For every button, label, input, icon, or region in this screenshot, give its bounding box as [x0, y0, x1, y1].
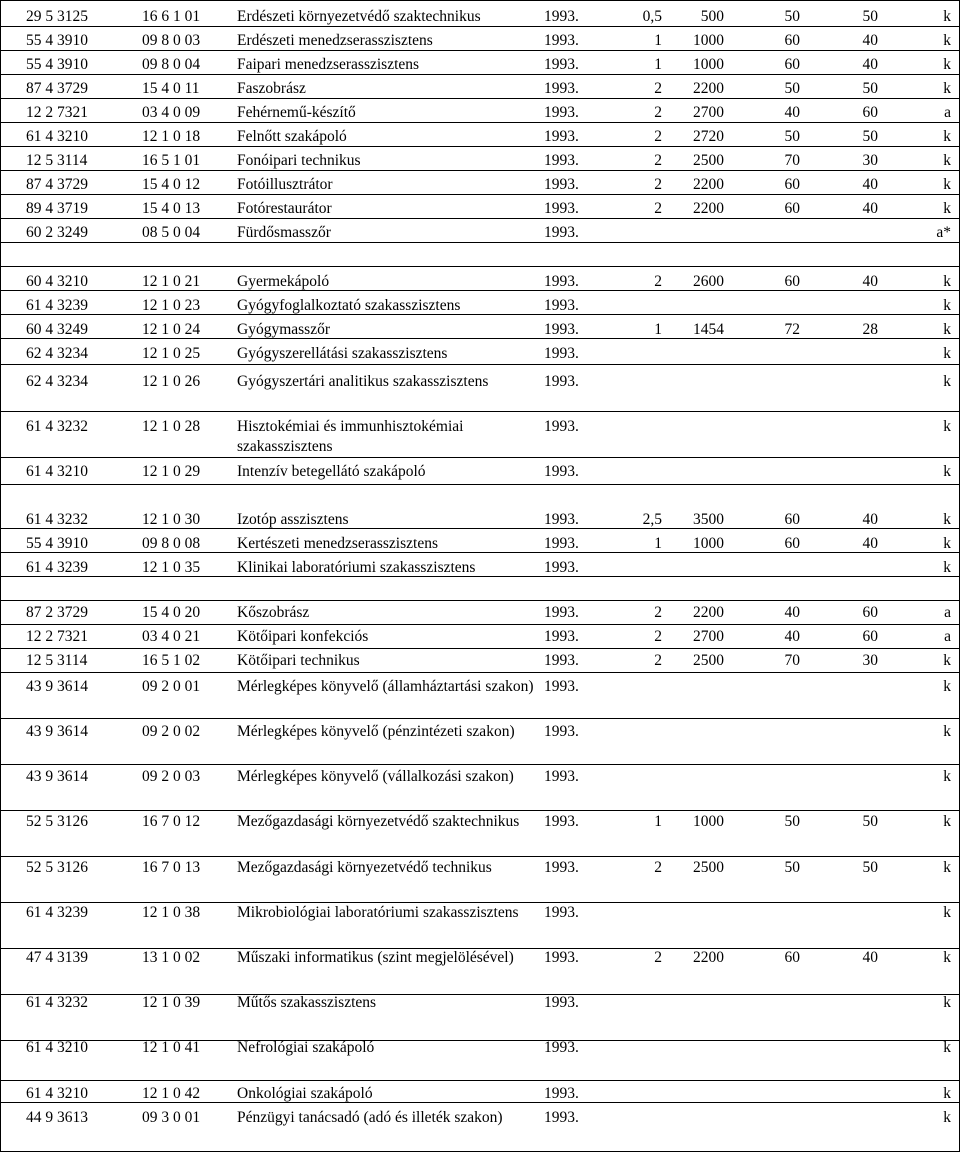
cell-col5: 2	[654, 604, 662, 621]
cell-col6: 500	[700, 8, 724, 25]
cell-year: 1993.	[544, 152, 579, 169]
cell-col6: 2200	[693, 604, 724, 621]
cell-col6: 2700	[693, 104, 724, 121]
cell-name: Mérlegképes könyvelő (államháztartási szakon)	[237, 678, 534, 695]
cell-sub: 12 1 0 39	[142, 994, 201, 1011]
cell-year: 1993.	[544, 463, 579, 480]
cell-code: 61 4 3239	[26, 559, 88, 576]
cell-col9: k	[943, 321, 951, 338]
cell-name: Pénzügyi tanácsadó (adó és illeték szakon)	[237, 1109, 503, 1126]
row-separator	[0, 0, 960, 1]
cell-year: 1993.	[544, 321, 579, 338]
cell-year: 1993.	[544, 768, 579, 785]
cell-col5: 2	[654, 176, 662, 193]
cell-code: 12 2 7321	[26, 628, 88, 645]
cell-col5: 2	[654, 104, 662, 121]
cell-col9: k	[943, 535, 951, 552]
cell-col9: k	[943, 1085, 951, 1102]
row-separator	[0, 600, 960, 601]
table-border	[0, 0, 1, 1151]
cell-col9: k	[943, 511, 951, 528]
cell-col7: 60	[784, 200, 800, 217]
cell-col6: 2700	[693, 628, 724, 645]
cell-code: 61 4 3239	[26, 297, 88, 314]
cell-year: 1993.	[544, 373, 579, 390]
cell-col7: 40	[784, 104, 800, 121]
cell-sub: 12 1 0 18	[142, 128, 201, 145]
cell-code: 12 5 3114	[26, 652, 88, 669]
cell-name: Intenzív betegellátó szakápoló	[237, 463, 426, 480]
cell-code: 52 5 3126	[26, 859, 88, 876]
cell-year: 1993.	[544, 297, 579, 314]
row-separator	[0, 266, 960, 267]
cell-code: 87 4 3729	[26, 176, 88, 193]
cell-code: 61 4 3239	[26, 904, 88, 921]
cell-code: 61 4 3210	[26, 463, 88, 480]
cell-sub: 13 1 0 02	[142, 949, 201, 966]
cell-year: 1993.	[544, 273, 579, 290]
cell-col8: 40	[862, 200, 878, 217]
cell-col8: 40	[862, 535, 878, 552]
cell-code: 12 5 3114	[26, 152, 88, 169]
cell-col9: k	[943, 200, 951, 217]
cell-col7: 50	[784, 128, 800, 145]
cell-col8: 40	[862, 511, 878, 528]
cell-col6: 2200	[693, 200, 724, 217]
cell-col8: 50	[862, 128, 878, 145]
cell-col7: 70	[784, 152, 800, 169]
cell-code: 87 4 3729	[26, 80, 88, 97]
cell-sub: 12 1 0 30	[142, 511, 201, 528]
cell-sub: 12 1 0 24	[142, 321, 201, 338]
cell-year: 1993.	[544, 559, 579, 576]
cell-name: Gyógyszertári analitikus szakasszisztens	[237, 373, 489, 390]
cell-year: 1993.	[544, 128, 579, 145]
cell-col9: k	[943, 994, 951, 1011]
cell-sub: 12 1 0 26	[142, 373, 201, 390]
cell-col7: 60	[784, 535, 800, 552]
cell-sub: 09 8 0 03	[142, 32, 201, 49]
cell-col5: 2	[654, 949, 662, 966]
cell-col9: k	[943, 418, 951, 435]
cell-col8: 60	[862, 604, 878, 621]
cell-name: Felnőtt szakápoló	[237, 128, 347, 145]
cell-col6: 1000	[693, 813, 724, 830]
cell-sub: 16 7 0 12	[142, 813, 201, 830]
cell-col9: k	[943, 813, 951, 830]
row-separator	[0, 364, 960, 365]
cell-name: Faszobrász	[237, 80, 306, 97]
cell-year: 1993.	[544, 904, 579, 921]
cell-col5: 2	[654, 273, 662, 290]
cell-name: Fehérnemű-készítő	[237, 104, 356, 121]
cell-col8: 50	[862, 80, 878, 97]
cell-year: 1993.	[544, 604, 579, 621]
cell-name: Gyógyfoglalkoztató szakasszisztens	[237, 297, 461, 314]
cell-col5: 2	[654, 128, 662, 145]
cell-col9: k	[943, 80, 951, 97]
cell-name: Mezőgazdasági környezetvédő technikus	[237, 859, 492, 876]
cell-col8: 28	[862, 321, 878, 338]
cell-name: Mikrobiológiai laboratóriumi szakasszisztens	[237, 904, 519, 921]
cell-code: 12 2 7321	[26, 104, 88, 121]
cell-col5: 1	[654, 813, 662, 830]
cell-name: Nefrológiai szakápoló	[237, 1039, 375, 1056]
row-separator	[0, 648, 960, 649]
cell-col7: 50	[784, 859, 800, 876]
cell-col7: 60	[784, 56, 800, 73]
cell-sub: 12 1 0 35	[142, 559, 201, 576]
cell-col6: 2500	[693, 152, 724, 169]
cell-col9: k	[943, 768, 951, 785]
cell-col8: 60	[862, 104, 878, 121]
cell-code: 47 4 3139	[26, 949, 88, 966]
cell-sub: 09 2 0 03	[142, 768, 201, 785]
row-separator	[0, 1080, 960, 1081]
cell-sub: 08 5 0 04	[142, 224, 201, 241]
cell-name: Gyermekápoló	[237, 273, 330, 290]
cell-code: 61 4 3232	[26, 994, 88, 1011]
cell-col9: k	[943, 904, 951, 921]
cell-sub: 12 1 0 41	[142, 1039, 201, 1056]
cell-sub: 12 1 0 38	[142, 904, 201, 921]
cell-sub: 12 1 0 42	[142, 1085, 201, 1102]
cell-col7: 40	[784, 604, 800, 621]
cell-code: 29 5 3125	[26, 8, 88, 25]
cell-col9: k	[943, 152, 951, 169]
cell-code: 55 4 3910	[26, 32, 88, 49]
cell-sub: 12 1 0 25	[142, 345, 201, 362]
cell-col6: 2500	[693, 859, 724, 876]
cell-name: Erdészeti menedzserasszisztens	[237, 32, 433, 49]
cell-sub: 09 2 0 02	[142, 723, 201, 740]
cell-col7: 72	[784, 321, 800, 338]
cell-year: 1993.	[544, 628, 579, 645]
cell-code: 61 4 3232	[26, 418, 88, 435]
cell-code: 60 4 3249	[26, 321, 88, 338]
cell-sub: 16 7 0 13	[142, 859, 201, 876]
cell-year: 1993.	[544, 949, 579, 966]
cell-col5: 1	[654, 535, 662, 552]
cell-code: 61 4 3232	[26, 511, 88, 528]
cell-name: Kőszobrász	[237, 604, 310, 621]
cell-sub: 15 4 0 20	[142, 604, 201, 621]
cell-col9: a*	[936, 224, 951, 241]
cell-col5: 2	[654, 628, 662, 645]
cell-year: 1993.	[544, 1109, 579, 1126]
cell-col9: a	[944, 104, 951, 121]
cell-name: Kertészeti menedzserasszisztens	[237, 535, 438, 552]
cell-year: 1993.	[544, 8, 579, 25]
cell-sub: 16 5 1 02	[142, 652, 201, 669]
cell-col6: 1000	[693, 56, 724, 73]
cell-name: Onkológiai szakápoló	[237, 1085, 373, 1102]
cell-col9: k	[943, 1039, 951, 1056]
cell-col7: 50	[784, 80, 800, 97]
cell-col9: k	[943, 176, 951, 193]
cell-col8: 40	[862, 176, 878, 193]
row-separator	[0, 856, 960, 857]
cell-year: 1993.	[544, 994, 579, 1011]
cell-year: 1993.	[544, 56, 579, 73]
cell-name: Fonóipari technikus	[237, 152, 361, 169]
cell-name: Mezőgazdasági környezetvédő szaktechnikus	[237, 813, 520, 830]
cell-col6: 2500	[693, 652, 724, 669]
cell-year: 1993.	[544, 1039, 579, 1056]
cell-sub: 09 3 0 01	[142, 1109, 201, 1126]
cell-code: 43 9 3614	[26, 678, 88, 695]
cell-code: 43 9 3614	[26, 723, 88, 740]
cell-year: 1993.	[544, 104, 579, 121]
cell-col7: 50	[784, 8, 800, 25]
cell-col9: k	[943, 652, 951, 669]
row-separator	[0, 411, 960, 412]
cell-col5: 2	[654, 200, 662, 217]
cell-code: 61 4 3210	[26, 1085, 88, 1102]
cell-col8: 60	[862, 628, 878, 645]
cell-col5: 1	[654, 32, 662, 49]
cell-name: Mérlegképes könyvelő (pénzintézeti szakon)	[237, 723, 515, 740]
cell-sub: 12 1 0 23	[142, 297, 201, 314]
cell-year: 1993.	[544, 345, 579, 362]
cell-sub: 09 2 0 01	[142, 678, 201, 695]
cell-sub: 09 8 0 08	[142, 535, 201, 552]
cell-year: 1993.	[544, 1085, 579, 1102]
cell-col7: 60	[784, 32, 800, 49]
cell-name: Hisztokémiai és immunhisztokémiai szakasszisztens	[237, 418, 464, 455]
cell-name: Fotóillusztrátor	[237, 176, 333, 193]
cell-col8: 50	[862, 8, 878, 25]
cell-col5: 2	[654, 80, 662, 97]
cell-col9: a	[944, 604, 951, 621]
cell-col9: a	[944, 628, 951, 645]
cell-col9: k	[943, 128, 951, 145]
cell-year: 1993.	[544, 652, 579, 669]
cell-sub: 12 1 0 28	[142, 418, 201, 435]
cell-code: 55 4 3910	[26, 56, 88, 73]
cell-col9: k	[943, 463, 951, 480]
cell-col7: 60	[784, 511, 800, 528]
cell-code: 44 9 3613	[26, 1109, 88, 1126]
cell-year: 1993.	[544, 511, 579, 528]
cell-col9: k	[943, 723, 951, 740]
cell-year: 1993.	[544, 224, 579, 241]
cell-col5: 1	[654, 56, 662, 73]
cell-code: 62 4 3234	[26, 345, 88, 362]
cell-code: 60 2 3249	[26, 224, 88, 241]
cell-col9: k	[943, 345, 951, 362]
cell-year: 1993.	[544, 176, 579, 193]
cell-col6: 2200	[693, 80, 724, 97]
cell-name: Fürdősmasszőr	[237, 224, 331, 241]
cell-code: 52 5 3126	[26, 813, 88, 830]
cell-name: Kötőipari konfekciós	[237, 628, 369, 645]
cell-col9: k	[943, 559, 951, 576]
cell-col5: 2	[654, 652, 662, 669]
cell-col9: k	[943, 1109, 951, 1126]
cell-col9: k	[943, 56, 951, 73]
cell-col9: k	[943, 859, 951, 876]
cell-col7: 40	[784, 628, 800, 645]
cell-col6: 2200	[693, 949, 724, 966]
cell-code: 61 4 3210	[26, 128, 88, 145]
cell-year: 1993.	[544, 535, 579, 552]
cell-sub: 16 6 1 01	[142, 8, 201, 25]
cell-col5: 2	[654, 152, 662, 169]
cell-col9: k	[943, 949, 951, 966]
row-separator	[0, 624, 960, 625]
cell-sub: 15 4 0 12	[142, 176, 201, 193]
cell-code: 43 9 3614	[26, 768, 88, 785]
cell-col8: 30	[862, 652, 878, 669]
cell-name: Műtős szakasszisztens	[237, 994, 377, 1011]
cell-name: Faipari menedzserasszisztens	[237, 56, 420, 73]
cell-col6: 2200	[693, 176, 724, 193]
cell-year: 1993.	[544, 418, 579, 435]
cell-col8: 40	[862, 949, 878, 966]
cell-col6: 3500	[693, 511, 724, 528]
cell-name: Műszaki informatikus (szint megjelölésével)	[237, 949, 514, 966]
cell-year: 1993.	[544, 859, 579, 876]
cell-code: 60 4 3210	[26, 273, 88, 290]
cell-col5: 1	[654, 321, 662, 338]
cell-col8: 40	[862, 56, 878, 73]
row-separator	[0, 672, 960, 673]
cell-col6: 2720	[693, 128, 724, 145]
row-separator	[0, 810, 960, 811]
cell-year: 1993.	[544, 32, 579, 49]
cell-col5: 2	[654, 859, 662, 876]
cell-year: 1993.	[544, 813, 579, 830]
cell-col9: k	[943, 297, 951, 314]
cell-col5: 2,5	[642, 511, 662, 528]
cell-col9: k	[943, 373, 951, 390]
cell-col9: k	[943, 678, 951, 695]
cell-name: Izotóp asszisztens	[237, 511, 349, 528]
cell-code: 62 4 3234	[26, 373, 88, 390]
cell-sub: 15 4 0 13	[142, 200, 201, 217]
cell-year: 1993.	[544, 80, 579, 97]
cell-year: 1993.	[544, 678, 579, 695]
cell-code: 55 4 3910	[26, 535, 88, 552]
cell-col8: 40	[862, 273, 878, 290]
row-separator	[0, 718, 960, 719]
cell-col8: 30	[862, 152, 878, 169]
cell-sub: 15 4 0 11	[142, 80, 200, 97]
cell-name: Gyógymasszőr	[237, 321, 330, 338]
cell-col7: 60	[784, 273, 800, 290]
cell-col7: 70	[784, 652, 800, 669]
cell-col6: 1000	[693, 32, 724, 49]
cell-code: 89 4 3719	[26, 200, 88, 217]
row-separator	[0, 484, 960, 485]
cell-name: Kötőipari technikus	[237, 652, 360, 669]
cell-sub: 12 1 0 21	[142, 273, 201, 290]
cell-name: Erdészeti környezetvédő szaktechnikus	[237, 8, 481, 25]
cell-name: Mérlegképes könyvelő (vállalkozási szakon)	[237, 768, 514, 785]
cell-code: 61 4 3210	[26, 1039, 88, 1056]
cell-col8: 50	[862, 813, 878, 830]
cell-col9: k	[943, 32, 951, 49]
cell-sub: 03 4 0 21	[142, 628, 201, 645]
cell-sub: 09 8 0 04	[142, 56, 201, 73]
cell-col7: 60	[784, 949, 800, 966]
cell-name: Fotórestaurátor	[237, 200, 332, 217]
cell-col6: 1000	[693, 535, 724, 552]
cell-col6: 2600	[693, 273, 724, 290]
cell-code: 87 2 3729	[26, 604, 88, 621]
cell-sub: 16 5 1 01	[142, 152, 201, 169]
row-separator	[0, 457, 960, 458]
cell-col7: 60	[784, 176, 800, 193]
cell-year: 1993.	[544, 200, 579, 217]
cell-col8: 40	[862, 32, 878, 49]
cell-col6: 1454	[693, 321, 724, 338]
cell-col8: 50	[862, 859, 878, 876]
cell-sub: 12 1 0 29	[142, 463, 201, 480]
cell-sub: 03 4 0 09	[142, 104, 201, 121]
cell-col9: k	[943, 8, 951, 25]
cell-col5: 0,5	[642, 8, 662, 25]
cell-col9: k	[943, 273, 951, 290]
cell-name: Klinikai laboratóriumi szakasszisztens	[237, 559, 476, 576]
cell-name: Gyógyszerellátási szakasszisztens	[237, 345, 448, 362]
cell-col7: 50	[784, 813, 800, 830]
row-separator	[0, 764, 960, 765]
cell-year: 1993.	[544, 723, 579, 740]
